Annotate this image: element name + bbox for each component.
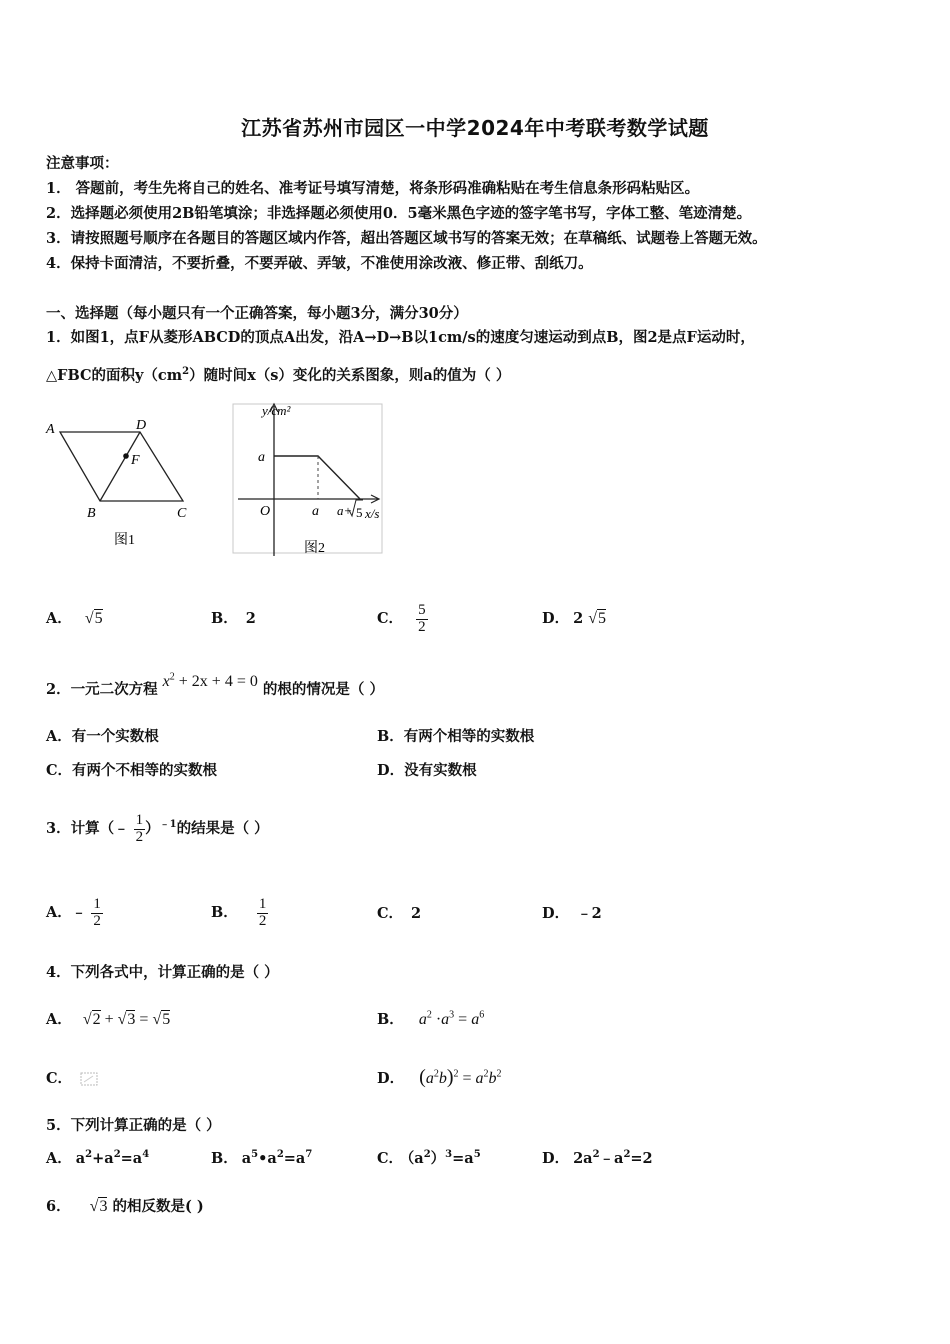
q1-stem-line2: △FBC的面积$y(cm^2)$随时间x（s）变化的关系图象，则a的值为（ ） [46, 366, 511, 384]
note-item-4: 4．保持卡面清洁，不要折叠，不要弄破、弄皱，不准使用涂改液、修正带、刮纸刀。 [46, 255, 593, 272]
q1-option-a[interactable]: A． √5 [46, 610, 103, 627]
rhombus-outline [60, 432, 183, 501]
q2-option-a[interactable]: A．有一个实数根 [46, 728, 159, 745]
q4-option-d[interactable]: D． $(a^2b)^2 = a^2b^2$ [377, 1066, 502, 1088]
fraction: $\frac{1}{2}$ [93, 895, 101, 929]
broken-image-icon [79, 1071, 101, 1087]
q6-stem: 6． √3 的相反数是( ) [46, 1198, 204, 1215]
page-title: 江苏省苏州市园区一中学2024年中考联考数学试题 [241, 116, 709, 140]
point-f [123, 453, 129, 459]
figure-2-graph [232, 400, 392, 560]
q5-option-a[interactable]: A． $a^2+a^2=a^4$ [46, 1149, 150, 1167]
section-heading: 一、选择题（每小题只有一个正确答案，每小题3分，满分30分） [46, 305, 468, 322]
q3-option-b[interactable]: B． $\frac{1}{2}$ [211, 895, 267, 929]
q3-option-d[interactable]: D． ﹣2 [542, 905, 602, 922]
q4-option-a[interactable]: A． √2 + √3 = √5 [46, 1011, 171, 1028]
label-b: B [87, 506, 96, 521]
q2-stem: 2．一元二次方程 $x^2 + 2x + 4 = 0$ 的根的情况是（ ） [46, 671, 384, 698]
sqrt5-label: 5 [356, 505, 363, 520]
fig2-caption: 图2 [304, 541, 325, 556]
fraction: $\frac{1}{2}$ [258, 895, 267, 929]
figure-1-rhombus [40, 410, 210, 550]
q1-option-d[interactable]: D． 2 √5 [542, 610, 607, 627]
q5-option-d[interactable]: D． $2a^2﹣a^2=2$ [542, 1149, 653, 1167]
a-plus-label: a+ [337, 503, 353, 518]
graph-line [274, 456, 360, 499]
fraction: $\frac{1}{2}$ [135, 811, 144, 845]
x-axis-label: x/s [365, 506, 380, 521]
note-item-1: 1． 答题前，考生先将自己的姓名、准考证号填写清楚，将条形码准确粘贴在考生信息条形码粘贴区。 [46, 180, 700, 197]
fraction: $\frac{5}{2}$ [418, 601, 426, 635]
q2-option-b[interactable]: B．有两个相等的实数根 [377, 728, 535, 745]
fig1-caption: 图1 [114, 533, 135, 548]
note-item-3: 3．请按照题号顺序在各题目的答题区域内作答，超出答题区域书写的答案无效；在草稿纸、试题卷上答题无效。 [46, 230, 767, 247]
q4-stem: 4．下列各式中，计算正确的是（ ） [46, 964, 279, 981]
sqrt-expression: √5 [84, 610, 103, 627]
label-c: C [177, 506, 187, 521]
q2-option-d[interactable]: D．没有实数根 [377, 762, 477, 779]
q1-option-c[interactable]: C． $\frac{5}{2}$ [377, 601, 426, 635]
q1-stem-line1: 1．如图1，点F从菱形ABCD的顶点A出发，沿A→D→B以1cm/s的速度匀速运动到点B，图2是点F运动时， [46, 329, 755, 346]
y-axis-label: y/cm² [262, 403, 291, 418]
q4-b-expression: $a^2 \cdot a^3 = a^6$ [418, 1009, 485, 1028]
label-f: F [131, 453, 140, 468]
q3-option-a[interactable]: A．﹣ $\frac{1}{2}$ [46, 895, 101, 929]
q5-option-c[interactable]: C． $(a^2)^3=a^5$ [377, 1149, 481, 1167]
q3-option-c[interactable]: C． 2 [377, 905, 422, 922]
origin-label: O [260, 504, 271, 519]
q4-d-expression: $(a^2b)^2 = a^2b^2$ [419, 1066, 502, 1088]
a-y-label: a [258, 450, 265, 465]
q5-stem: 5．下列计算正确的是（ ） [46, 1117, 221, 1134]
q4-option-b[interactable]: B． $a^2 \cdot a^3 = a^6$ [377, 1009, 485, 1028]
q2-option-c[interactable]: C．有两个不相等的实数根 [46, 762, 218, 779]
notes-header: 注意事项： [46, 155, 119, 172]
sqrt-expression: √5 [588, 610, 607, 627]
graph-frame [233, 404, 382, 553]
q5-option-b[interactable]: B． $a^5•a^2=a^7$ [211, 1149, 313, 1167]
q4-option-c[interactable]: C． [46, 1067, 101, 1088]
label-d: D [136, 418, 147, 433]
a-x-label: a [312, 504, 319, 519]
q2-equation: $x^2 + 2x + 4 = 0$ [162, 671, 258, 690]
q3-stem: 3．计算（﹣ $\frac{1}{2}$ ）$^{﹣1}$的结果是（ ） [46, 811, 269, 845]
sqrt-expression: √3 [89, 1198, 108, 1215]
q1-option-b[interactable]: B． 2 [211, 610, 256, 627]
q4-a-expression: √2 + √3 = √5 [82, 1011, 171, 1028]
note-item-2: 2．选择题必须使用2B铅笔填涂；非选择题必须使用0．5毫米黑色字迹的签字笔书写，字体工整、笔迹清楚。 [46, 205, 752, 222]
label-a: A [46, 422, 55, 437]
